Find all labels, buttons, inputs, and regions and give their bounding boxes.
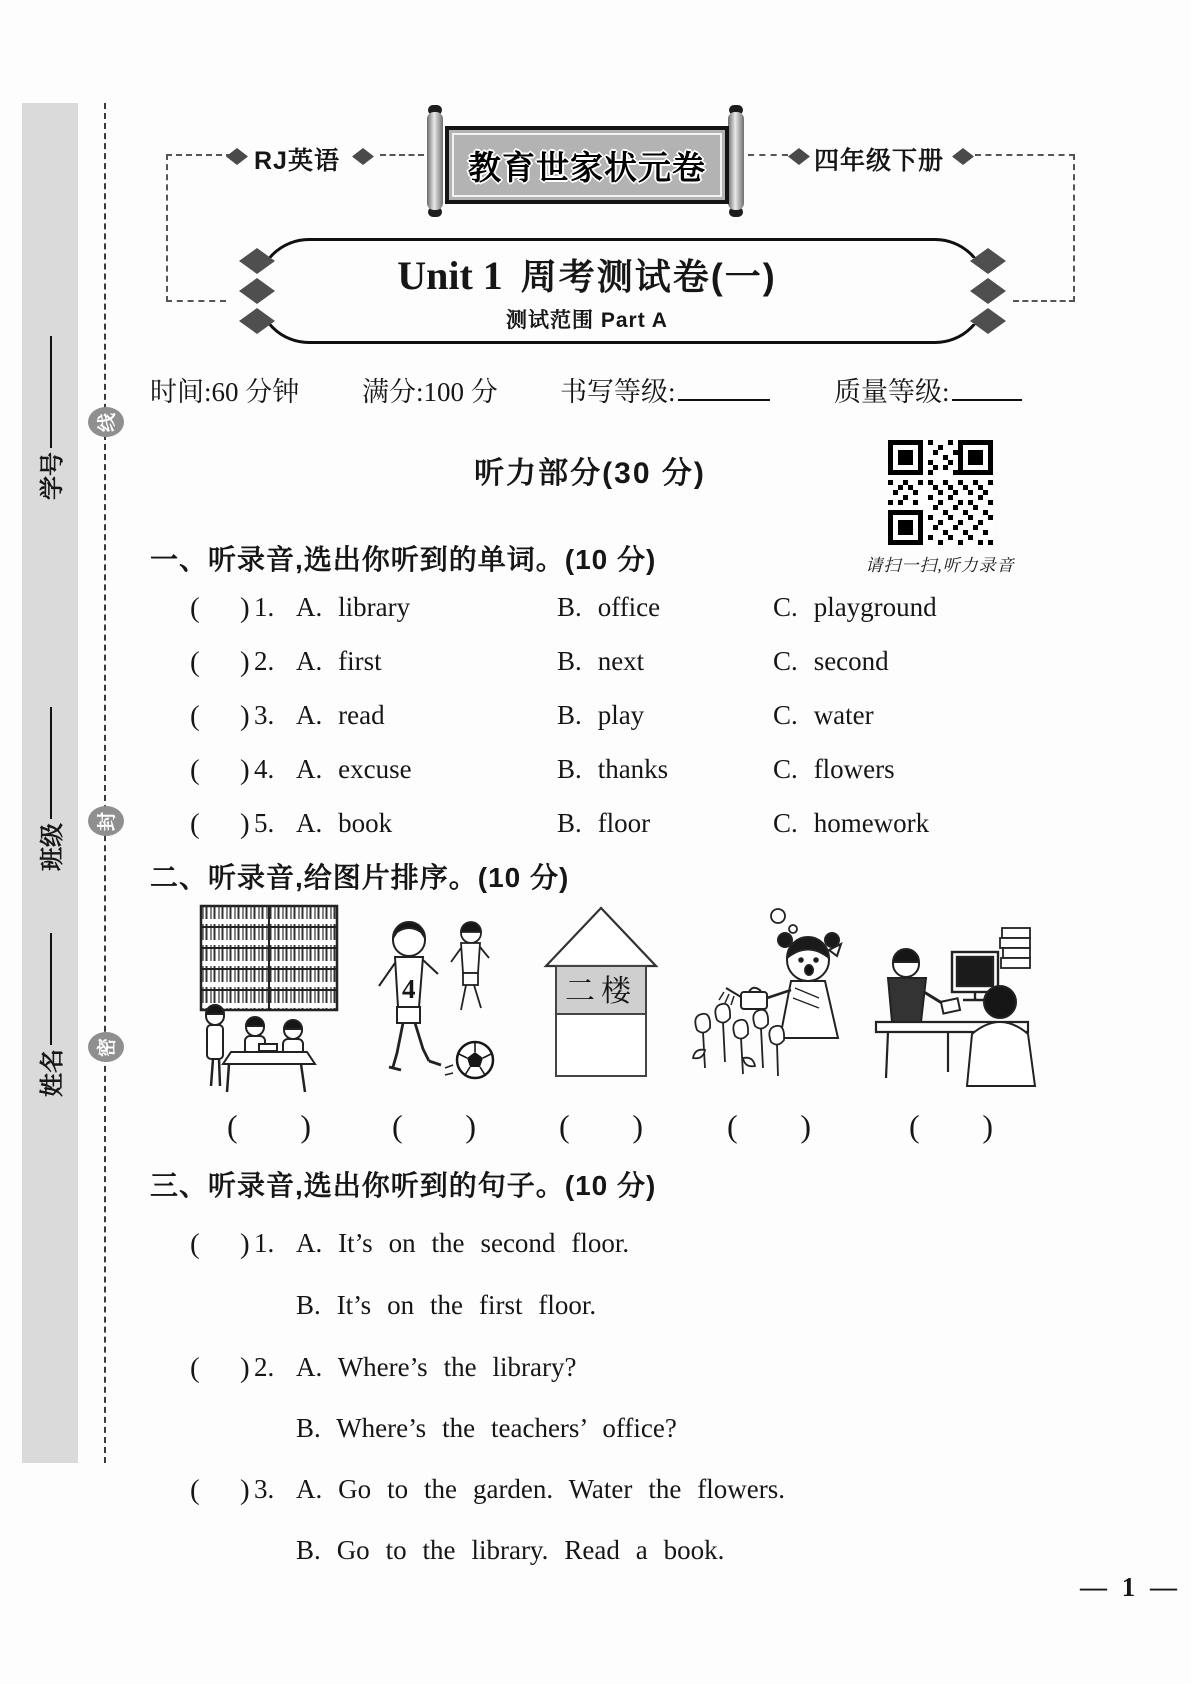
option-c: C. flowers	[773, 754, 895, 784]
answer-paren-open: (	[190, 646, 200, 678]
test-scope-subtitle: 测试范围 Part A	[506, 308, 668, 332]
page-number: — 1 —	[1080, 1572, 1181, 1602]
question-number: 1.	[254, 1228, 275, 1258]
question-row	[190, 1474, 785, 1507]
question-number: 3.	[254, 700, 275, 730]
option-b: B. thanks	[557, 754, 669, 784]
option-c: C. second	[773, 646, 889, 676]
writing-grade-blank	[678, 375, 770, 401]
option-a: A. Go to the garden. Water the flowers.	[296, 1474, 785, 1504]
building-illustration	[540, 900, 662, 1098]
question-number: 2.	[254, 646, 275, 676]
library-illustration	[193, 900, 345, 1098]
diamond-icon	[788, 148, 810, 165]
image-answer-blank: ( )	[727, 1108, 811, 1144]
answer-paren-open: (	[190, 754, 200, 786]
question-number: 4.	[254, 754, 275, 784]
question-number: 2.	[254, 1352, 275, 1382]
seal-dashed-line	[104, 103, 106, 1463]
name-field	[34, 917, 64, 1097]
question-row	[190, 700, 874, 733]
header-dash-right	[975, 154, 1075, 156]
computer-room-illustration	[864, 900, 1038, 1098]
section1-heading: 一、听录音,选出你听到的单词。(10 分)	[150, 544, 657, 575]
answer-paren-open: (	[190, 700, 200, 732]
answer-paren-open: (	[190, 1474, 200, 1506]
image-answer-blank: ( )	[909, 1108, 993, 1144]
option-b: B. play	[557, 700, 645, 730]
header-dash-right-vertical	[1073, 154, 1075, 302]
football-illustration	[357, 900, 512, 1098]
scroll-rod-right	[728, 112, 744, 210]
seal-badge-line: 线	[88, 407, 124, 437]
option-c: C. homework	[773, 808, 930, 838]
diamond-icon	[226, 148, 248, 165]
answer-paren-close: )	[240, 808, 250, 840]
answer-paren-open: (	[190, 808, 200, 840]
jersey-number: 4	[402, 974, 416, 1004]
answer-paren-close: )	[240, 592, 250, 624]
second-floor-label: 二楼	[565, 975, 637, 1008]
answer-paren-close: )	[240, 1474, 250, 1506]
name-label: 姓名	[39, 1049, 66, 1097]
answer-paren-close: )	[240, 754, 250, 786]
option-a: A. excuse	[296, 754, 412, 784]
header-dash-left-vertical	[166, 154, 168, 302]
answer-paren-open: (	[190, 592, 200, 624]
answer-paren-close: )	[240, 1228, 250, 1260]
unit-title-cn: 周考测试卷(一)	[520, 255, 777, 297]
option-a: A. Where’s the library?	[296, 1352, 577, 1382]
brand-banner-text: 教育世家状元卷	[468, 148, 706, 186]
option-b: B. office	[557, 592, 661, 622]
diamond-icon	[352, 148, 374, 165]
option-a: A. library	[296, 592, 411, 622]
class-field	[34, 691, 64, 871]
seal-badge-mi: 密	[88, 1032, 124, 1062]
header-dash-mid-right	[748, 154, 788, 156]
option-a: A. first	[296, 646, 382, 676]
option-b: B. Where’s the teachers’ office?	[296, 1413, 677, 1443]
scroll-rod-left	[427, 112, 443, 210]
option-b: B. floor	[557, 808, 651, 838]
answer-paren-open: (	[190, 1228, 200, 1260]
option-b: B. Go to the library. Read a book.	[296, 1535, 725, 1565]
option-a: A. book	[296, 808, 393, 838]
series-right-tag: 四年级下册	[814, 147, 945, 175]
student-number-label: 学号	[39, 452, 66, 500]
section2-heading: 二、听录音,给图片排序。(10 分)	[150, 862, 570, 893]
listening-part-title: 听力部分(30 分)	[474, 457, 706, 490]
series-left-tag: RJ英语	[254, 147, 340, 175]
quality-grade-blank	[952, 375, 1022, 401]
option-c: C. playground	[773, 592, 937, 622]
section3-heading: 三、听录音,选出你听到的句子。(10 分)	[150, 1170, 657, 1201]
full-score-label: 满分:100 分	[362, 377, 498, 407]
name-blank	[46, 933, 52, 1045]
question-number: 3.	[254, 1474, 275, 1504]
question-row	[190, 754, 895, 787]
quality-grade-field: 质量等级:	[834, 370, 1022, 409]
question-row	[190, 1352, 576, 1385]
option-c: C. water	[773, 700, 874, 730]
header-dash-right-bottom	[1013, 300, 1075, 302]
image-answer-blank: ( )	[227, 1108, 311, 1144]
option-b: B. next	[557, 646, 645, 676]
answer-paren-open: (	[190, 1352, 200, 1384]
watering-illustration	[683, 900, 855, 1098]
question-row	[190, 592, 937, 625]
brand-banner	[445, 126, 729, 204]
question-row	[190, 808, 929, 841]
header-dash-mid-left	[380, 154, 424, 156]
image-answer-blank: ( )	[392, 1108, 476, 1144]
time-label: 时间:60 分钟	[150, 377, 300, 407]
question-row	[190, 646, 889, 679]
question-number: 1.	[254, 592, 275, 622]
writing-grade-field: 书写等级:	[560, 370, 770, 409]
header-dash-left-bottom	[166, 300, 226, 302]
header-dash-left	[166, 154, 232, 156]
answer-paren-close: )	[240, 1352, 250, 1384]
qr-caption: 请扫一扫,听力录音	[865, 556, 1015, 575]
option-b: B. It’s on the first floor.	[296, 1290, 597, 1320]
student-number-blank	[46, 336, 52, 448]
question-row	[190, 1228, 629, 1261]
question-number: 5.	[254, 808, 275, 838]
answer-paren-close: )	[240, 646, 250, 678]
unit-title-en: Unit 1	[397, 252, 503, 298]
class-blank	[46, 707, 52, 819]
option-a: A. It’s on the second floor.	[296, 1228, 630, 1258]
seal-badge-feng: 封	[88, 806, 124, 836]
answer-paren-close: )	[240, 700, 250, 732]
student-number-field	[34, 320, 64, 500]
image-answer-blank: ( )	[559, 1108, 643, 1144]
class-label: 班级	[39, 823, 66, 871]
title-box	[256, 238, 988, 344]
diamond-icon	[952, 148, 974, 165]
option-a: A. read	[296, 700, 385, 730]
